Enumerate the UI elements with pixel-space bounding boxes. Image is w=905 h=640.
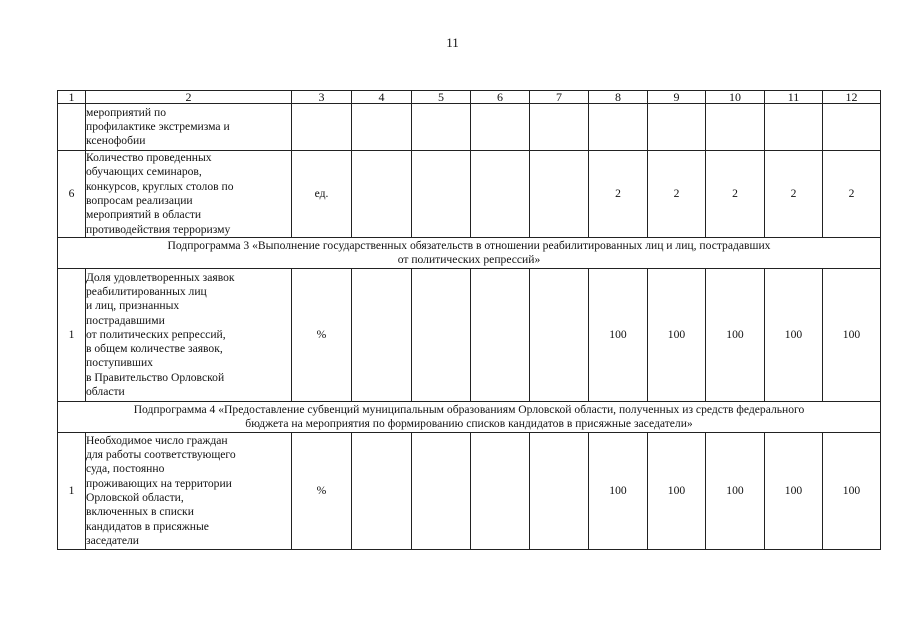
empty-cell: [530, 151, 589, 238]
col-header: 6: [471, 91, 530, 104]
value-cell: 100: [589, 433, 648, 550]
page-number: 11: [446, 35, 459, 50]
empty-cell: [471, 104, 530, 151]
col-header: 4: [352, 91, 412, 104]
empty-cell: [352, 151, 412, 238]
table-row: [58, 269, 881, 402]
col-header: 5: [412, 91, 471, 104]
col-header: 1: [58, 91, 86, 104]
subprogram-title: Подпрограмма 3 «Выполнение государственных обязательств в отношении реабилитированных лиц и лиц, пострадавших от политических репрессий»: [58, 238, 881, 269]
indicator-name: Доля удовлетворенных заявок реабилитированных лиц и лиц, признанных пострадавшими от политических репрессий, в общем количестве заявок, поступивших в Правительство Орловской области: [86, 269, 292, 402]
empty-cell: [412, 433, 471, 550]
subprogram-row: [58, 238, 881, 269]
empty-cell: [530, 269, 589, 402]
value-cell: 100: [706, 433, 765, 550]
value-cell: 100: [589, 269, 648, 402]
value-cell: 2: [765, 151, 823, 238]
value-cell: 100: [765, 433, 823, 550]
row-number: 6: [58, 151, 86, 238]
unit-cell: %: [292, 433, 352, 550]
col-header: 9: [648, 91, 706, 104]
value-cell: 2: [823, 151, 881, 238]
indicators-table: [57, 90, 881, 550]
col-header: 10: [706, 91, 765, 104]
empty-cell: [412, 269, 471, 402]
col-header: 8: [589, 91, 648, 104]
indicator-name: Необходимое число граждан для работы соответствующего суда, постоянно проживающих на территории Орловской области, включенных в списки кандидатов в присяжные заседатели: [86, 433, 292, 550]
unit-cell: [292, 104, 352, 151]
col-header: 2: [86, 91, 292, 104]
empty-cell: [412, 151, 471, 238]
subprogram-title: Подпрограмма 4 «Предоставление субвенций муниципальным образованиям Орловской области, полученных из средств федерального бюджета на мероприятия по формированию списков кандидатов в присяжные заседатели»: [58, 402, 881, 433]
table-row: [58, 104, 881, 151]
empty-cell: [530, 433, 589, 550]
empty-cell: [352, 433, 412, 550]
unit-cell: ед.: [292, 151, 352, 238]
value-cell: 100: [648, 433, 706, 550]
subprogram-row: [58, 402, 881, 433]
value-cell: 100: [648, 269, 706, 402]
empty-cell: [530, 104, 589, 151]
table-row: [58, 151, 881, 238]
col-header: 11: [765, 91, 823, 104]
unit-cell: %: [292, 269, 352, 402]
empty-cell: [471, 151, 530, 238]
empty-cell: [471, 433, 530, 550]
empty-cell: [589, 104, 648, 151]
row-number: 1: [58, 433, 86, 550]
value-cell: 100: [706, 269, 765, 402]
table-row: [58, 433, 881, 550]
row-number: 1: [58, 269, 86, 402]
value-cell: 2: [648, 151, 706, 238]
value-cell: 2: [589, 151, 648, 238]
value-cell: 100: [823, 433, 881, 550]
empty-cell: [648, 104, 706, 151]
header-row: [58, 91, 881, 104]
row-number: [58, 104, 86, 151]
indicator-name: Количество проведенных обучающих семинаров, конкурсов, круглых столов по вопросам реализации мероприятий в области противодействия терроризму: [86, 151, 292, 238]
indicator-name: мероприятий по профилактике экстремизма и ксенофобии: [86, 104, 292, 151]
value-cell: 100: [765, 269, 823, 402]
col-header: 3: [292, 91, 352, 104]
value-cell: 100: [823, 269, 881, 402]
value-cell: 2: [706, 151, 765, 238]
empty-cell: [352, 104, 412, 151]
empty-cell: [765, 104, 823, 151]
col-header: 12: [823, 91, 881, 104]
empty-cell: [471, 269, 530, 402]
col-header: 7: [530, 91, 589, 104]
empty-cell: [352, 269, 412, 402]
empty-cell: [412, 104, 471, 151]
empty-cell: [706, 104, 765, 151]
empty-cell: [823, 104, 881, 151]
